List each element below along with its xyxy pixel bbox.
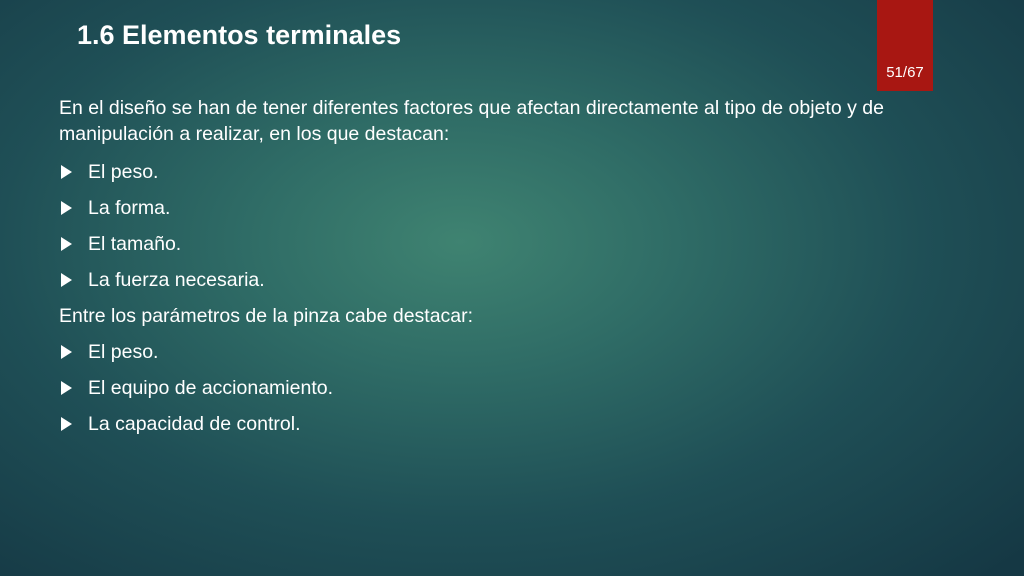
triangle-bullet-icon: [61, 381, 72, 395]
list-item-text: El tamaño.: [88, 233, 182, 255]
list-item: [59, 231, 944, 257]
triangle-bullet-icon: [61, 201, 72, 215]
slide-content: [59, 95, 944, 447]
list-item: [59, 339, 944, 365]
triangle-bullet-icon: [61, 417, 72, 431]
triangle-bullet-icon: [61, 165, 72, 179]
params-paragraph: Entre los parámetros de la pinza cabe destacar:: [59, 305, 474, 327]
list-item-text: La capacidad de control.: [88, 413, 301, 435]
triangle-bullet-icon: [61, 345, 72, 359]
list-item-text: La forma.: [88, 197, 171, 219]
slide-title: 1.6 Elementos terminales: [77, 20, 402, 50]
triangle-bullet-icon: [61, 237, 72, 251]
list-item: [59, 195, 944, 221]
list-item-text: El equipo de accionamiento.: [88, 377, 333, 399]
page-number: 51/67: [886, 64, 924, 81]
triangle-bullet-icon: [61, 273, 72, 287]
intro-paragraph: En el diseño se han de tener diferentes factores que afectan directamente al tipo de objeto y de manipulación a realizar, en los que destacan:: [59, 97, 884, 145]
list-item-text: El peso.: [88, 161, 159, 183]
list-item: [59, 411, 944, 437]
list-item: [59, 375, 944, 401]
list-item-text: La fuerza necesaria.: [88, 269, 265, 291]
list-item-text: El peso.: [88, 341, 159, 363]
list-item: [59, 267, 944, 293]
list-item: [59, 159, 944, 185]
